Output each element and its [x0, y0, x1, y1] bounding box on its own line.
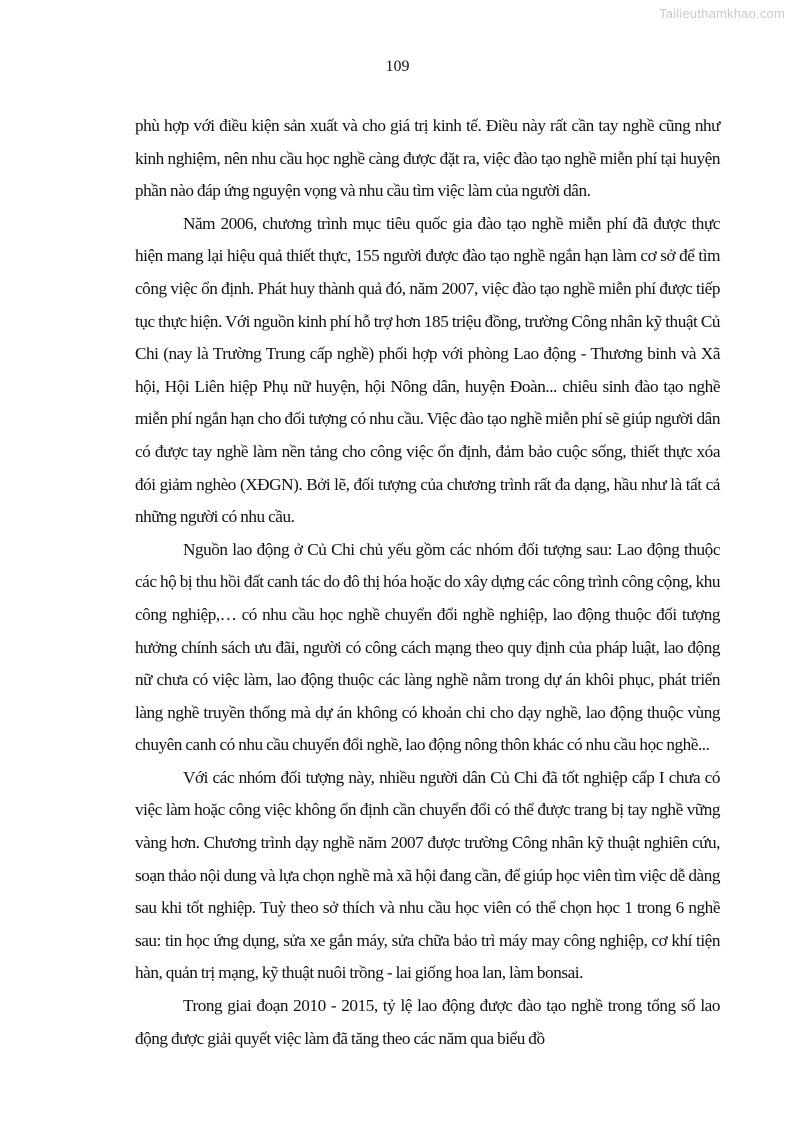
paragraph-training-groups: Với các nhóm đối tượng này, nhiều người dân Củ Chi đã tốt nghiệp cấp I chưa có việc làm hoặc công việc không ổn định cần chuyển đổi có thể được trang bị tay nghề vững vàng hơn. Chương trình dạy nghề năm 2007 được trường Công nhân kỹ thuật nghiên cứu, soạn thảo nội dung và lựa chọn nghề mà xã hội đang cần, để giúp học viên tìm việc dễ dàng sau khi tốt nghiệp. Tuỳ theo sở thích và nhu cầu học viên có thể chọn học 1 trong 6 nghề sau: tin học ứng dụng, sửa xe gắn máy, sửa chữa bảo trì máy may công nghiệp, cơ khí tiện hàn, quản trị mạng, kỹ thuật nuôi trồng - lai giống hoa lan, làm bonsai.: [135, 767, 720, 983]
paragraph-continuation: phù hợp với điều kiện sản xuất và cho giá trị kinh tế. Điều này rất cần tay nghề cũng như kinh nghiệm, nên nhu cầu học nghề càng được đặt ra, việc đào tạo nghề miễn phí tại huyện phần nào đáp ứng nguyện vọng và nhu cầu tìm việc làm của người dân.: [135, 116, 720, 201]
document-body: [135, 110, 720, 1055]
paragraph-2010-2015: Trong giai đoạn 2010 - 2015, tỷ lệ lao động được đào tạo nghề trong tổng số lao động được giải quyết việc làm đã tăng theo các năm qua biểu đồ: [135, 996, 720, 1048]
watermark-text: Tailieuthamkhao.com: [659, 6, 785, 21]
paragraph-2006-program: Năm 2006, chương trình mục tiêu quốc gia đào tạo nghề miễn phí đã được thực hiện mang lại hiệu quả thiết thực, 155 người được đào tạo nghề ngắn hạn làm cơ sở để tìm công việc ổn định. Phát huy thành quả đó, năm 2007, việc đào tạo nghề miễn phí được tiếp tục thực hiện. Với nguồn kinh phí hỗ trợ hơn 185 triệu đồng, trường Công nhân kỹ thuật Củ Chi (nay là Trường Trung cấp nghề) phối hợp với phòng Lao động - Thương binh và Xã hội, Hội Liên hiệp Phụ nữ huyện, hội Nông dân, huyện Đoàn... chiêu sinh đào tạo nghề miễn phí ngắn hạn cho đối tượng có nhu cầu. Việc đào tạo nghề miễn phí sẽ giúp người dân có được tay nghề làm nền tảng cho công việc ổn định, đảm bảo cuộc sống, thiết thực xóa đói giảm nghèo (XĐGN). Bởi lẽ, đối tượng của chương trình rất đa dạng, hầu như là tất cả những người có nhu cầu.: [135, 213, 720, 527]
page-number: 109: [385, 58, 410, 75]
paragraph-labor-sources: Nguồn lao động ở Củ Chi chủ yếu gồm các nhóm đối tượng sau: Lao động thuộc các hộ bị thu hồi đất canh tác do đô thị hóa hoặc do xây dựng các công trình công cộng, khu công nghiệp,… có nhu cầu học nghề chuyển đổi nghề nghiệp, lao động thuộc đối tượng hưởng chính sách ưu đãi, người có công cách mạng theo quy định của pháp luật, lao động nữ chưa có việc làm, lao động thuộc các làng nghề nằm trong dự án khôi phục, phát triển làng nghề truyền thống mà dự án không có khoản chi cho dạy nghề, lao động thuộc vùng chuyên canh có nhu cầu chuyển đổi nghề, lao động nông thôn khác có nhu cầu học nghề...: [135, 539, 720, 755]
